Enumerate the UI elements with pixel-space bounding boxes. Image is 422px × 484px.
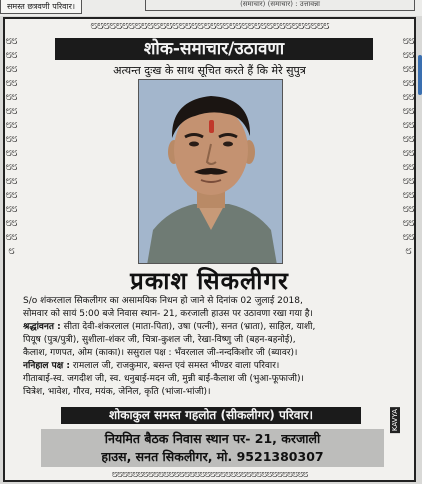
previous-ad-box: (समाचार) (समाचार) : उत्तावन्ना [145, 0, 415, 11]
body-line: पियूष (पुत्र/पुत्री), सुशीला-शंकर जी, चित्रा-कुशल जी, रेखा-विष्णु जी (बहन-बहनोई), [23, 335, 296, 345]
previous-ad-text: समस्त छत्रवणी परिवार। [0, 0, 82, 14]
border-motif-right: ೮೮೮೮೮೮೮೮೮೮೮೮೮೮೮೮೮೮೮೮೮೮೮೮೮೮೮೮೮೮೮ [402, 33, 414, 257]
page-edge-decoration [418, 55, 422, 95]
meeting-info-box [41, 429, 384, 467]
notice-body [23, 295, 398, 399]
body-line: गीताबाई-स्व. जगदीश जी, स्व. धनुबाई-मदन जी, मुन्नी बाई-कैलाश जी (भुआ-फूफाजी)। [23, 374, 304, 384]
body-line: श्रद्धांवनत : सीता देवी-शंकरलाल (माता-पिता), उषा (पत्नी), सनत (भ्राता), साहिल, याशी, [23, 322, 316, 332]
deceased-photo [138, 79, 283, 264]
obituary-notice [3, 17, 416, 482]
family-signature-bar: शोकाकुल समस्त गहलोत (सीकलीगर) परिवार। [61, 407, 361, 424]
body-line: सोमवार को सायं 5:00 बजे निवास स्थान- 21, करजाली हाउस पर उठावणा रखा गया है। [23, 309, 313, 319]
body-line: S/o शंकरलाल सिकलीगर का असामयिक निधन हो जाने से दिनांक 02 जुलाई 2018, [23, 296, 303, 306]
agency-tag: KAVYA [391, 409, 399, 432]
border-motif-left: ೮೮೮೮೮೮೮೮೮೮೮೮೮೮೮೮೮೮೮೮೮೮೮೮೮೮೮೮೮೮೮ [5, 33, 17, 257]
deceased-name: प्रकाश सिकलीगर [130, 267, 289, 295]
body-line: चित्रेश, भावेश, गौरव, मयंक, जेनिल, कृति (भांजा-भांजी)। [23, 387, 211, 397]
meeting-info-line1: नियमित बैठक निवास स्थान पर- 21, करजाली [104, 431, 321, 446]
border-motif-bottom: ೮೮೮೮೮೮೮೮೮೮೮೮೮೮೮೮೮೮೮೮೮೮೮೮೮೮೮೮೮೮೮೮೮೮೮೮೮೮ [111, 468, 308, 480]
body-line: ननिहाल पक्ष : रामलाल जी, राजकुमार, बसन्त एवं समस्त भीण्डर वाला परिवार। [23, 361, 280, 371]
meeting-info-line2: हाउस, सनत सिकलीगर, मो. 9521380307 [101, 449, 324, 464]
body-line: कैलाश, गणपत, ओम (काका)। ससुराल पक्ष : भँवरलाल जी-नन्दकिशोर जी (ब्यावर)। [23, 348, 298, 358]
notice-header: शोक-समाचार/उठावणा [55, 38, 373, 60]
intro-line: अत्यन्त दुःख के साथ सूचित करते हैं कि मेरे सुपुत्र [113, 64, 306, 77]
border-motif-top: ೮೮೮೮೮೮೮೮೮೮೮೮೮೮೮೮೮೮೮೮೮೮೮೮೮೮೮೮೮೮೮೮೮೮೮೮೮೮ [90, 19, 329, 33]
previous-ad-strip [0, 0, 422, 16]
